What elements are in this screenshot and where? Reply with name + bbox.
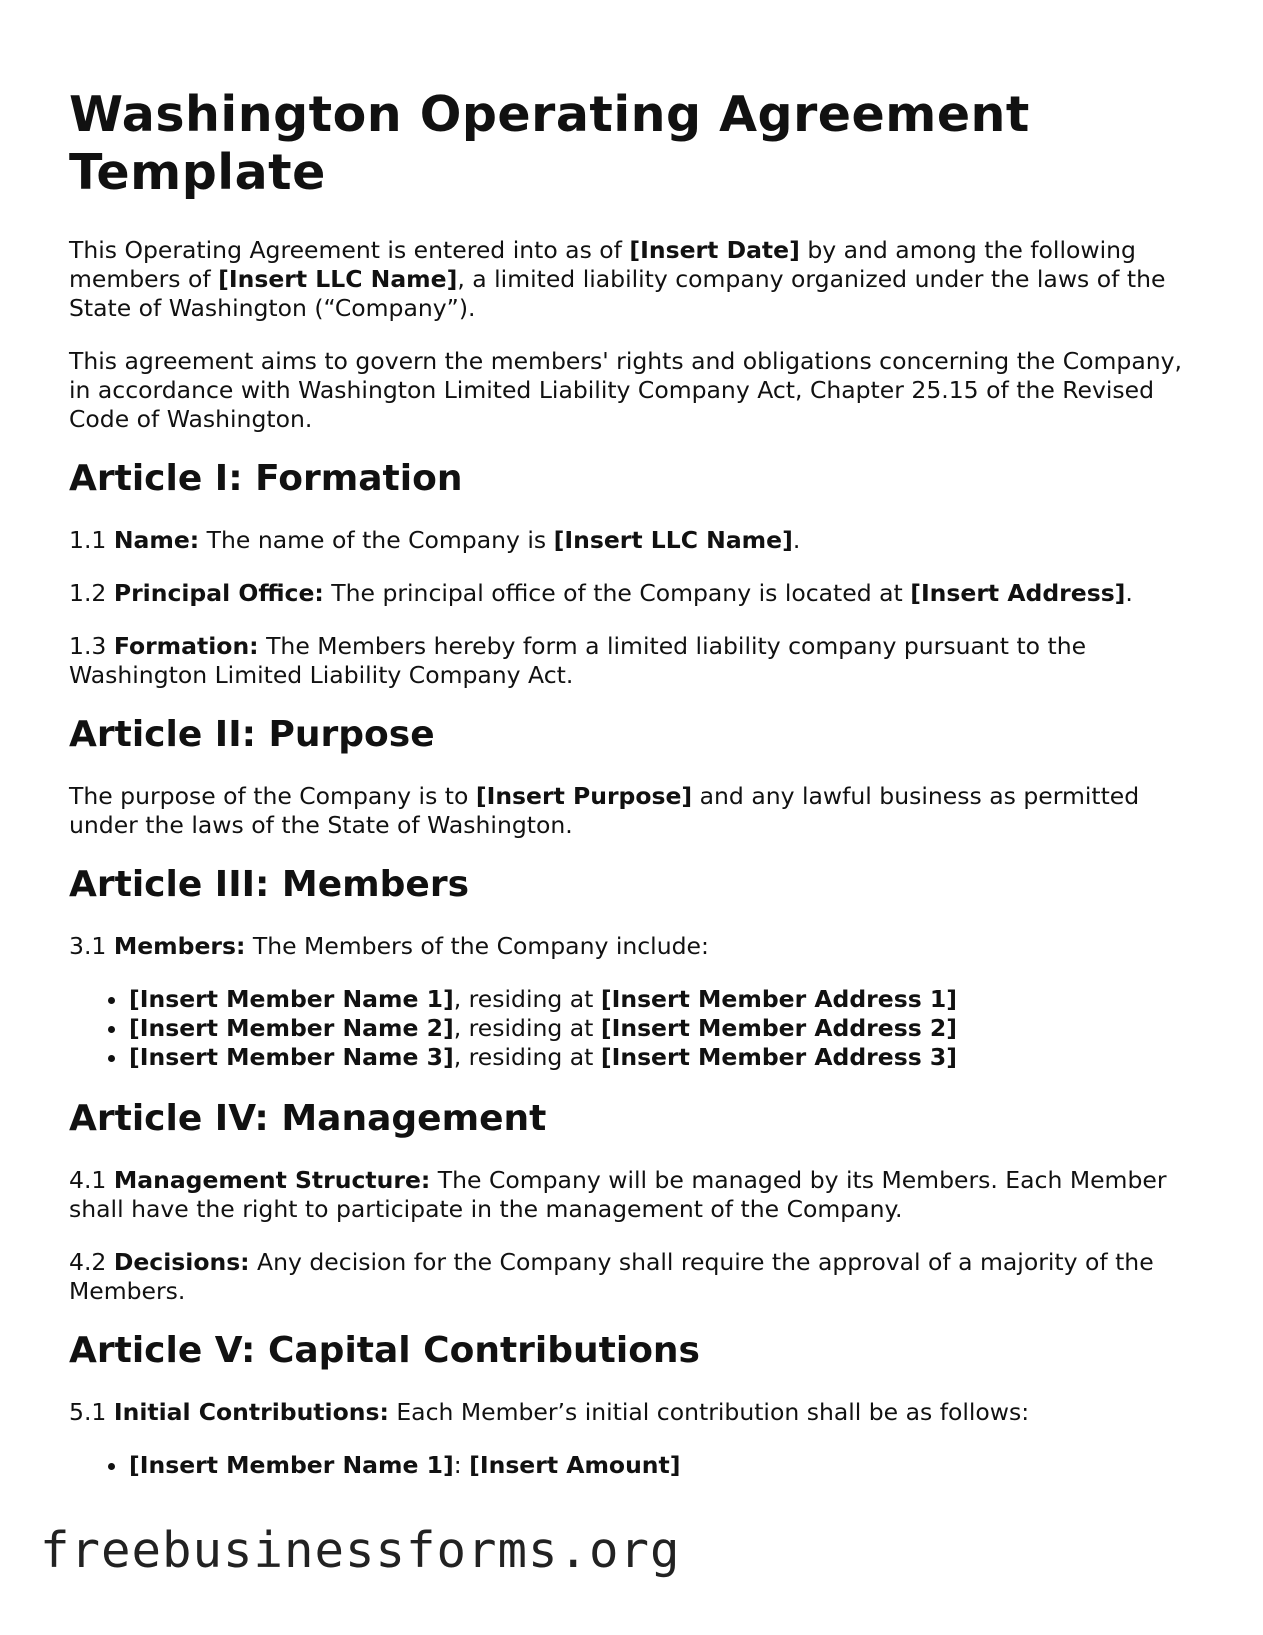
list-text: , residing at [453,1014,601,1042]
member-name-placeholder: [Insert Member Name 2] [129,1014,454,1042]
article-5-heading: Article V: Capital Contributions [69,1330,700,1371]
section-text: . [792,526,801,554]
intro-paragraph-1 [69,236,1199,323]
section-label: Name: [113,526,200,554]
member-address-placeholder: [Insert Member Address 2] [600,1014,957,1042]
intro-text: by and among the following members of [69,236,1136,293]
section-text: . [1125,579,1133,607]
section-label: Formation: [113,632,259,660]
member-name-placeholder: [Insert Member Name 1] [129,1451,454,1479]
list-item [129,1043,1199,1072]
section-text: Any decision for the Company shall require the approval of a majority of the Members. [69,1248,1154,1305]
address-placeholder: [Insert Address] [910,579,1126,607]
article-4-heading: Article IV: Management [69,1098,547,1139]
amount-placeholder: [Insert Amount] [469,1451,681,1479]
section-label: Initial Contributions: [113,1398,389,1426]
purpose-paragraph [69,782,1199,840]
contributions-list [69,1451,1199,1480]
purpose-placeholder: [Insert Purpose] [475,782,693,810]
article-1-heading: Article I: Formation [69,458,463,499]
intro-paragraph-2: This agreement aims to govern the members' rights and obligations concerning the Company, in accordance with Washington Limited Liability Company Act, Chapter 25.15 of the Revised Code of Washington. [69,347,1182,433]
section-3-1 [69,932,1199,961]
section-text: The purpose of the Company is to [69,782,476,810]
member-name-placeholder: [Insert Member Name 1] [129,985,454,1013]
member-name-placeholder: [Insert Member Name 3] [129,1043,454,1071]
section-5-1 [69,1398,1199,1427]
section-text: Each Member’s initial contribution shall be as follows: [388,1398,1030,1426]
member-address-placeholder: [Insert Member Address 1] [600,985,957,1013]
section-number: 1.1 [69,526,114,554]
document-title: Washington Operating Agreement Template [69,86,1030,201]
section-4-1 [69,1166,1199,1224]
section-number: 4.1 [69,1166,114,1194]
section-label: Decisions: [113,1248,250,1276]
section-text: The Members hereby form a limited liability company pursuant to the Washington Limited Liability Company Act. [69,632,1087,689]
list-text: : [453,1451,470,1479]
intro-text: This Operating Agreement is entered into as of [69,236,630,264]
list-text: , residing at [453,985,601,1013]
section-label: Members: [113,932,246,960]
section-text: The principal office of the Company is located at [323,579,911,607]
members-list [69,985,1199,1072]
section-text: The Company will be managed by its Members. Each Member shall have the right to participate in the management of the Company. [69,1166,1167,1223]
article-3-heading: Article III: Members [69,864,470,905]
document-page [69,86,1199,1506]
section-number: 3.1 [69,932,114,960]
member-address-placeholder: [Insert Member Address 3] [600,1043,957,1071]
llc-name-placeholder: [Insert LLC Name] [553,526,793,554]
section-4-2 [69,1248,1199,1306]
llc-name-placeholder: [Insert LLC Name] [218,265,458,293]
section-number: 1.3 [69,632,114,660]
section-number: 1.2 [69,579,114,607]
section-number: 4.2 [69,1248,114,1276]
list-text: , residing at [453,1043,601,1071]
section-label: Principal Office: [113,579,324,607]
section-1-3 [69,632,1199,690]
article-2-heading: Article II: Purpose [69,714,435,755]
section-1-2 [69,579,1199,608]
list-item [129,985,1199,1014]
section-number: 5.1 [69,1398,114,1426]
section-text: The name of the Company is [199,526,554,554]
list-item [129,1451,1199,1480]
section-text: and any lawful business as permitted under the laws of the State of Washington. [69,782,1140,839]
section-label: Management Structure: [113,1166,431,1194]
watermark: freebusinessforms.org [40,1522,681,1579]
intro-text: , a limited liability company organized under the laws of the State of Washington (“Company”). [69,265,1166,322]
date-placeholder: [Insert Date] [629,236,800,264]
list-item [129,1014,1199,1043]
section-text: The Members of the Company include: [245,932,709,960]
section-1-1 [69,526,1199,555]
